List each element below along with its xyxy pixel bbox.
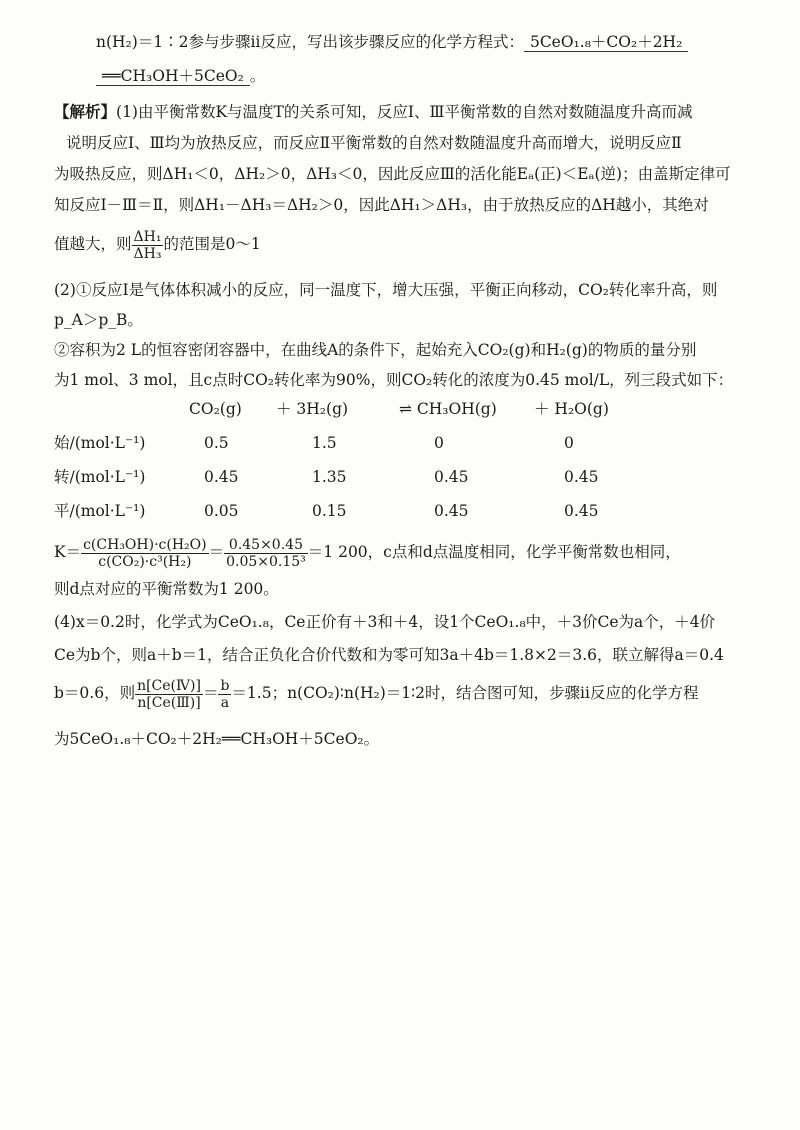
- part4-text: Ce为b个，则a＋b＝1，结合正负化合价代数和为零可知3a＋4b＝1.8×2＝3.6，联立解得a＝0.4: [54, 646, 724, 664]
- table-cell: 平/(mol·L⁻¹): [54, 502, 146, 520]
- fraction-numerator: n[Ce(Ⅳ)]: [137, 677, 201, 694]
- fraction-numerator: ΔH₁: [133, 228, 162, 245]
- analysis-text: (2)①反应Ⅰ是气体体积减小的反应，同一温度下，增大压强，平衡正向移动，CO₂转化率升高，则: [54, 281, 718, 299]
- table-cell: 0.45: [204, 468, 239, 486]
- analysis-text: 的范围是0～1: [163, 235, 261, 253]
- k-expression-line-2: [54, 577, 279, 601]
- intro-text: n(H₂)＝1∶2参与步骤ⅱ反应，写出该步骤反应的化学方程式：: [96, 33, 524, 51]
- table-cell: 0.45: [564, 502, 599, 520]
- analysis-line-1: [54, 100, 692, 124]
- fraction-denominator: ΔH₃: [133, 245, 162, 262]
- analysis-text: 知反应Ⅰ－Ⅲ＝Ⅱ，则ΔH₁－ΔH₃＝ΔH₂＞0，因此ΔH₁＞ΔH₃，由于放热反应的ΔH越小，其绝对: [54, 196, 709, 214]
- part2-line-2: [54, 308, 143, 332]
- table-cell: 0: [434, 434, 444, 452]
- intro-line-1: [96, 30, 688, 54]
- analysis-text: p_A＞p_B。: [54, 311, 143, 329]
- part2-line-4: [54, 368, 733, 392]
- analysis-text: ②容积为2 L的恒容密闭容器中，在曲线A的条件下，起始充入CO₂(g)和H₂(g)的物质的量分别: [54, 341, 697, 359]
- table-row: [54, 431, 694, 455]
- table-header: [54, 397, 694, 421]
- k-text: ＝1 200，c点和d点温度相同，化学平衡常数也相同，: [307, 543, 681, 561]
- analysis-text: (1)由平衡常数K与温度T的关系可知，反应Ⅰ、Ⅲ平衡常数的自然对数随温度升高而减: [116, 103, 693, 121]
- part4-line-2: [54, 643, 724, 667]
- delta-h-ratio-fraction: [132, 229, 164, 262]
- part4-text: b＝0.6，则: [54, 684, 136, 702]
- table-cell: 转/(mol·L⁻¹): [54, 468, 146, 486]
- analysis-line-4: [54, 193, 709, 217]
- analysis-text: 值越大，则: [54, 235, 132, 253]
- table-cell: 0.45: [434, 502, 469, 520]
- k-expression-line: [54, 532, 681, 572]
- table-cell: 1.35: [312, 468, 347, 486]
- equals-sign: ＝: [202, 684, 219, 702]
- part4-line-4: [54, 727, 379, 751]
- fraction-denominator: 0.05×0.15³: [226, 553, 306, 570]
- table-cell: 0.15: [312, 502, 347, 520]
- fraction-denominator: a: [220, 694, 230, 711]
- table-cell: ⇌ CH₃OH(g): [399, 400, 497, 418]
- part4-line-1: [54, 610, 715, 634]
- part2-line-3: [54, 338, 696, 362]
- fraction-numerator: 0.45×0.45: [224, 537, 308, 554]
- table-row: [54, 465, 694, 489]
- table-cell: 始/(mol·L⁻¹): [54, 434, 146, 452]
- analysis-line-5: [54, 222, 261, 266]
- analysis-label: 【解析】: [54, 102, 117, 121]
- part4-line-3: [54, 671, 698, 715]
- table-cell: 1.5: [312, 434, 337, 452]
- b-over-a-fraction: [218, 678, 231, 711]
- part4-text: (4)x＝0.2时，化学式为CeO₁.₈，Ce正价有＋3和＋4，设1个CeO₁.₈中，＋3价Ce为a个，＋4价: [54, 613, 716, 631]
- part2-line-1: [54, 278, 717, 302]
- table-cell: ＋ 3H₂(g): [276, 400, 349, 418]
- table-cell: 0: [564, 434, 574, 452]
- equals-sign: ＝: [208, 543, 225, 561]
- table-cell: ＋ H₂O(g): [534, 400, 609, 418]
- analysis-line-2: [66, 131, 682, 155]
- analysis-text: 为吸热反应，则ΔH₁＜0，ΔH₂＞0，ΔH₃＜0，因此反应Ⅲ的活化能Eₐ(正)＜Eₐ(逆)；由盖斯定律可: [54, 165, 731, 183]
- k-definition-fraction: [81, 537, 209, 570]
- answer-blank-2: ══CH₃OH＋5CeO₂: [96, 67, 250, 86]
- analysis-text: 说明反应Ⅰ、Ⅲ均为放热反应，而反应Ⅱ平衡常数的自然对数随温度升高而增大，说明反应Ⅱ: [66, 134, 682, 152]
- ce-ratio-fraction: [135, 678, 203, 711]
- k-prefix: K＝: [54, 543, 82, 561]
- table-cell: CO₂(g): [189, 400, 242, 418]
- fraction-numerator: c(CH₃OH)·c(H₂O): [83, 536, 207, 553]
- table-cell: 0.45: [434, 468, 469, 486]
- part4-text: ＝1.5；n(CO₂)∶n(H₂)＝1∶2时，结合图可知，步骤ⅱ反应的化学方程: [231, 684, 699, 702]
- table-row: [54, 499, 694, 523]
- intro-end: 。: [249, 67, 266, 85]
- part4-text: 为5CeO₁.₈＋CO₂＋2H₂══CH₃OH＋5CeO₂。: [54, 730, 380, 748]
- table-cell: 0.45: [564, 468, 599, 486]
- answer-blank-1: 5CeO₁.₈＋CO₂＋2H₂: [524, 33, 688, 52]
- table-cell: 0.5: [204, 434, 229, 452]
- table-cell: 0.05: [204, 502, 239, 520]
- fraction-denominator: n[Ce(Ⅲ)]: [137, 694, 201, 711]
- analysis-line-3: [54, 162, 731, 186]
- intro-line-2: [96, 64, 265, 88]
- fraction-denominator: c(CO₂)·c³(H₂): [98, 553, 192, 570]
- fraction-numerator: b: [220, 677, 230, 694]
- k-value-fraction: [224, 537, 308, 570]
- analysis-text: 为1 mol、3 mol，且c点时CO₂转化率为90%，则CO₂转化的浓度为0.45 mol/L，列三段式如下：: [54, 371, 734, 389]
- k-text: 则d点对应的平衡常数为1 200。: [54, 580, 279, 598]
